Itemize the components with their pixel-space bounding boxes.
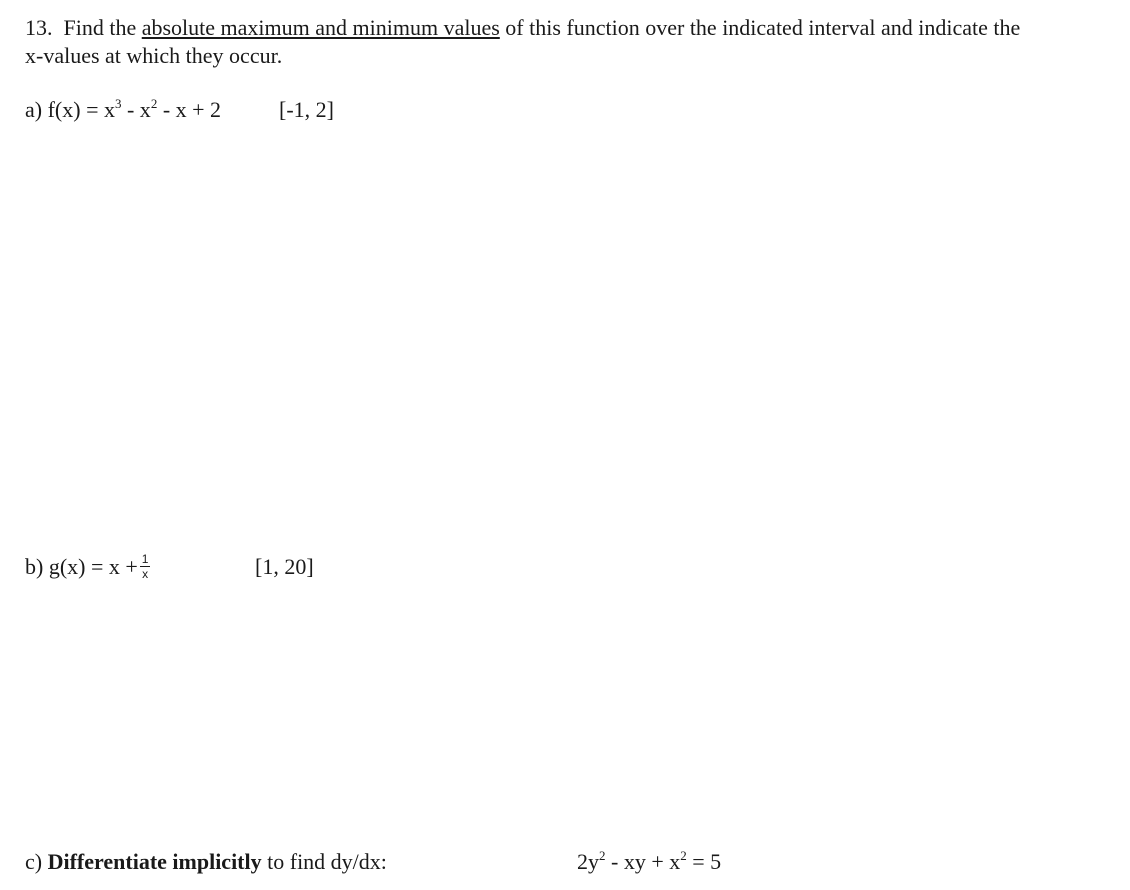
- part-a-interval: [-1, 2]: [279, 97, 334, 122]
- fraction-numerator: 1: [141, 552, 149, 567]
- eq-start: 2y: [577, 849, 599, 874]
- question-number: 13.: [25, 15, 53, 40]
- one-over-x-fraction: [140, 553, 151, 580]
- part-a-function: [25, 96, 221, 124]
- part-b-interval: [1, 20]: [255, 554, 314, 579]
- part-a-label: a) f(x) = x: [25, 97, 115, 122]
- part-a-tail: - x + 2: [157, 97, 222, 122]
- part-c-label: c): [25, 849, 43, 874]
- part-c-rest: to find dy/dx:: [267, 849, 387, 874]
- part-a-exponent-2: 2: [150, 96, 158, 111]
- eq-mid: - xy + x: [605, 849, 681, 874]
- underlined-phrase: absolute maximum and minimum values: [141, 15, 500, 40]
- eq-exponent-1: 2: [599, 848, 606, 863]
- question-line-1: [25, 14, 1020, 42]
- part-b-function: [25, 553, 150, 582]
- part-c-equation: [577, 848, 721, 876]
- part-a-exponent-3: 3: [114, 96, 122, 111]
- part-c-instruction: [25, 848, 387, 876]
- eq-exponent-2: 2: [680, 848, 687, 863]
- part-c-bold-text: Differentiate implicitly: [47, 849, 262, 874]
- question-line-2: x-values at which they occur.: [25, 43, 283, 68]
- part-b-label: b) g(x) = x +: [25, 554, 138, 579]
- question-header: [25, 14, 1020, 70]
- part-a-mid: - x: [121, 97, 151, 122]
- fraction-denominator: x: [142, 567, 149, 582]
- intro-before: Find the: [63, 15, 137, 40]
- eq-end: = 5: [686, 849, 722, 874]
- intro-after: of this function over the indicated interval and indicate the: [505, 15, 1021, 40]
